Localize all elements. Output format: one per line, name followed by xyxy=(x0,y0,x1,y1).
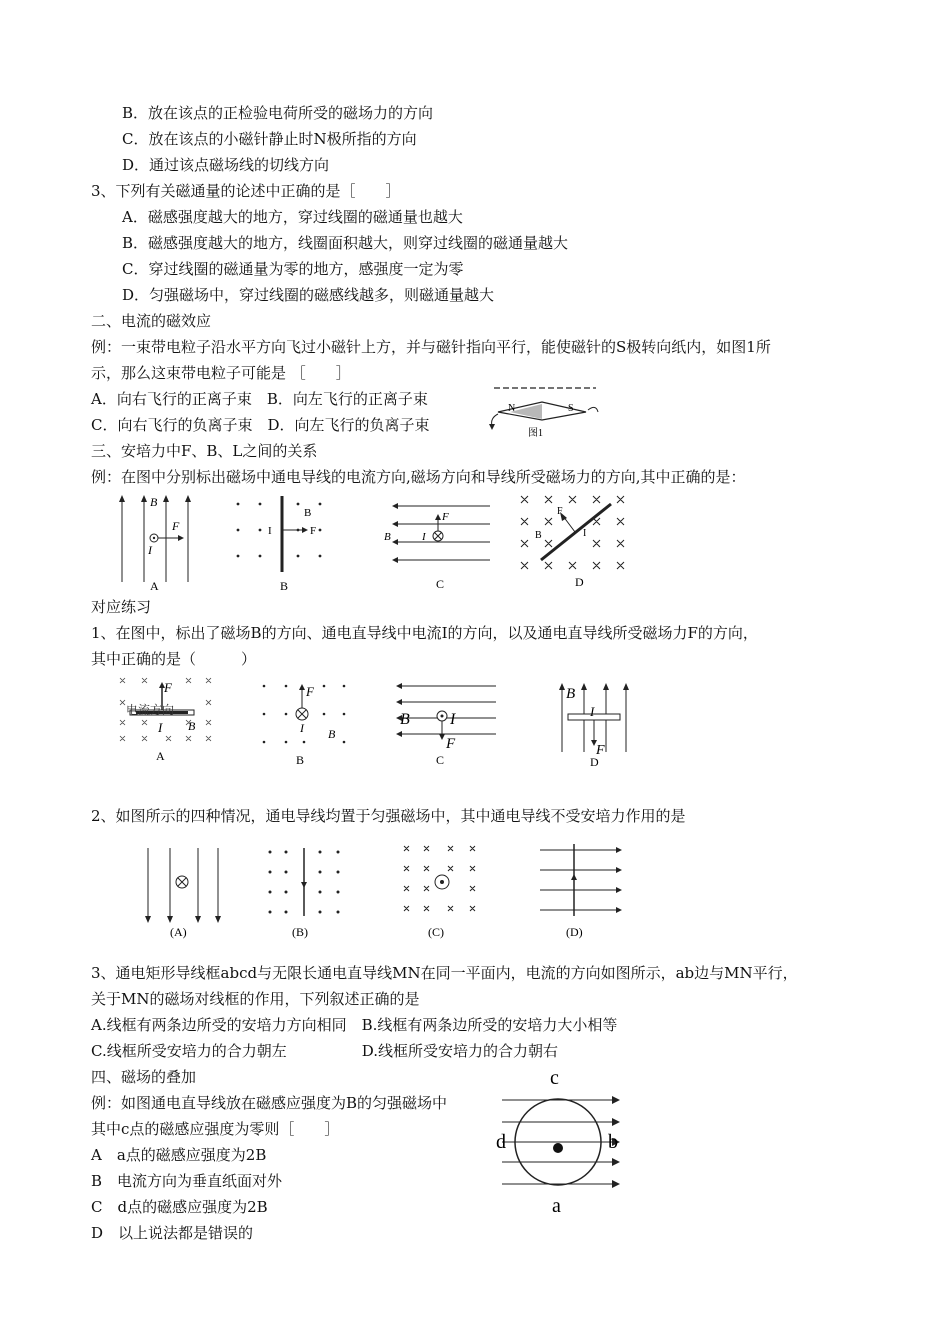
svg-text:(A): (A) xyxy=(170,925,187,939)
svg-text:(D): (D) xyxy=(566,925,583,939)
svg-text:I: I xyxy=(450,711,456,728)
figure-1-caption: 图1 xyxy=(528,428,543,439)
example-4-text-cont: 其中c点的磁感应强度为零则［ ］ xyxy=(91,1120,340,1138)
svg-text:D: D xyxy=(590,755,599,769)
svg-text:D: D xyxy=(575,575,584,589)
section-4-heading: 四、磁场的叠加 xyxy=(91,1068,197,1086)
needle-s-label: S xyxy=(568,403,574,414)
svg-text:B: B xyxy=(296,753,305,767)
p2-figure-b xyxy=(262,846,352,938)
svg-text:A: A xyxy=(150,579,159,593)
example-2-text-cont: 示，那么这束带电粒子可能是 ［ ］ xyxy=(91,364,351,382)
svg-text:I: I xyxy=(268,525,272,537)
p2-figure-a xyxy=(140,846,230,938)
p1-figure-b xyxy=(254,676,354,770)
svg-text:电流方向: 电流方向 xyxy=(126,703,175,717)
practice-1-text: 1、在图中，标出了磁场B的方向、通电直导线中电流I的方向，以及通电直导线所受磁场力F的方向， xyxy=(91,624,758,642)
p2-figure-c xyxy=(398,844,488,938)
svg-text:F: F xyxy=(446,736,456,752)
svg-text:F: F xyxy=(306,684,314,699)
ex4-figure xyxy=(490,1062,630,1222)
svg-text:I: I xyxy=(422,531,426,543)
svg-text:F: F xyxy=(310,525,317,537)
practice-3-text-cont: 关于MN的磁场对线框的作用，下列叙述正确的是 xyxy=(91,990,420,1008)
svg-text:B: B xyxy=(188,719,196,733)
example-2-options-cd: C．向右飞行的负离子束 D．向左飞行的负离子束 xyxy=(91,416,430,434)
practice-3-options-cd: C.线框所受安培力的合力朝左 D.线框所受安培力的合力朝右 xyxy=(91,1042,558,1060)
example-4-text: 例：如图通电直导线放在磁感应强度为B的匀强磁场中 xyxy=(91,1094,448,1112)
example-4-option-a: A a点的磁感应强度为2B xyxy=(91,1146,267,1164)
option-2d: D．通过该点磁场线的切线方向 xyxy=(122,156,330,174)
p1-figure-c xyxy=(392,676,502,770)
needle-n-label: N xyxy=(508,403,516,414)
ex3-figure-d xyxy=(515,490,640,590)
option-3b: B．磁感强度越大的地方，线圈面积越大，则穿过线圈的磁通量越大 xyxy=(122,234,569,252)
practice-3-options-ab: A.线框有两条边所受的安培力方向相同 B.线框有两条边所受的安培力大小相等 xyxy=(91,1016,618,1034)
svg-text:I: I xyxy=(148,543,152,557)
svg-text:I: I xyxy=(583,528,587,539)
point-b-label: b xyxy=(608,1131,618,1153)
practice-3-text: 3、通电矩形导线框abcd与无限长通电直导线MN在同一平面内，电流的方向如图所示，ab边与MN平行， xyxy=(91,964,798,982)
option-3a: A．磁感强度越大的地方，穿过线圈的磁通量也越大 xyxy=(122,208,463,226)
svg-text:B: B xyxy=(535,530,542,541)
svg-text:B: B xyxy=(328,727,336,741)
svg-text:(B): (B) xyxy=(292,925,308,939)
option-3d: D．匀强磁场中，穿过线圈的磁感线越多，则磁通量越大 xyxy=(122,286,495,304)
example-2-text: 例：一束带电粒子沿水平方向飞过小磁针上方，并与磁针指向平行，能使磁针的S极转向纸内，如图1所 xyxy=(91,338,771,356)
svg-text:A: A xyxy=(156,749,165,763)
svg-text:B: B xyxy=(304,507,312,519)
figure-1-compass xyxy=(484,380,604,442)
example-2-options-ab: A．向右飞行的正离子束 B．向左飞行的正离子束 xyxy=(91,390,428,408)
point-c-label: c xyxy=(550,1067,559,1089)
svg-text:F: F xyxy=(557,506,563,517)
example-3-text: 例：在图中分别标出磁场中通电导线的电流方向,磁场方向和导线所受磁场力的方向,其中正确的是： xyxy=(91,468,746,486)
ex3-figure-a xyxy=(110,492,200,592)
ex3-figure-c xyxy=(380,496,500,592)
ex3-figure-b xyxy=(228,492,328,592)
p2-figure-d xyxy=(536,844,626,938)
svg-text:F: F xyxy=(442,511,449,523)
point-a-label: a xyxy=(552,1195,561,1217)
svg-text:B: B xyxy=(384,531,391,543)
svg-text:I: I xyxy=(590,704,595,719)
practice-heading: 对应练习 xyxy=(91,598,152,616)
svg-text:F: F xyxy=(172,519,180,533)
svg-text:F: F xyxy=(164,680,172,695)
svg-text:B: B xyxy=(150,495,158,509)
option-2c: C．放在该点的小磁针静止时N极所指的方向 xyxy=(122,130,417,148)
example-4-option-d: D 以上说法都是错误的 xyxy=(91,1224,254,1242)
practice-1-text-cont: 其中正确的是（ ） xyxy=(91,650,257,668)
svg-text:C: C xyxy=(436,577,445,591)
option-2b: B．放在该点的正检验电荷所受的磁场力的方向 xyxy=(122,104,434,122)
p1-figure-a xyxy=(112,672,212,764)
option-3c: C．穿过线圈的磁通量为零的地方，感强度一定为零 xyxy=(122,260,464,278)
svg-text:F: F xyxy=(596,743,605,758)
svg-text:B: B xyxy=(280,579,289,593)
svg-text:C: C xyxy=(436,753,445,767)
svg-text:B: B xyxy=(566,686,576,702)
section-2-heading: 二、电流的磁效应 xyxy=(91,312,212,330)
practice-2-text: 2、如图所示的四种情况，通电导线均置于匀强磁场中，其中通电导线不受安培力作用的是 xyxy=(91,807,686,825)
question-3: 3、下列有关磁通量的论述中正确的是［ ］ xyxy=(91,182,401,200)
svg-text:I: I xyxy=(158,720,163,735)
svg-text:(C): (C) xyxy=(428,925,444,939)
example-4-option-c: C d点的磁感应强度为2B xyxy=(91,1198,268,1216)
p1-figure-d xyxy=(556,680,636,772)
point-d-label: d xyxy=(496,1131,506,1153)
example-4-option-b: B 电流方向为垂直纸面对外 xyxy=(91,1172,283,1190)
svg-text:B: B xyxy=(400,711,410,728)
svg-text:I: I xyxy=(300,721,304,735)
section-3-heading: 三、安培力中F、B、L之间的关系 xyxy=(91,442,318,460)
